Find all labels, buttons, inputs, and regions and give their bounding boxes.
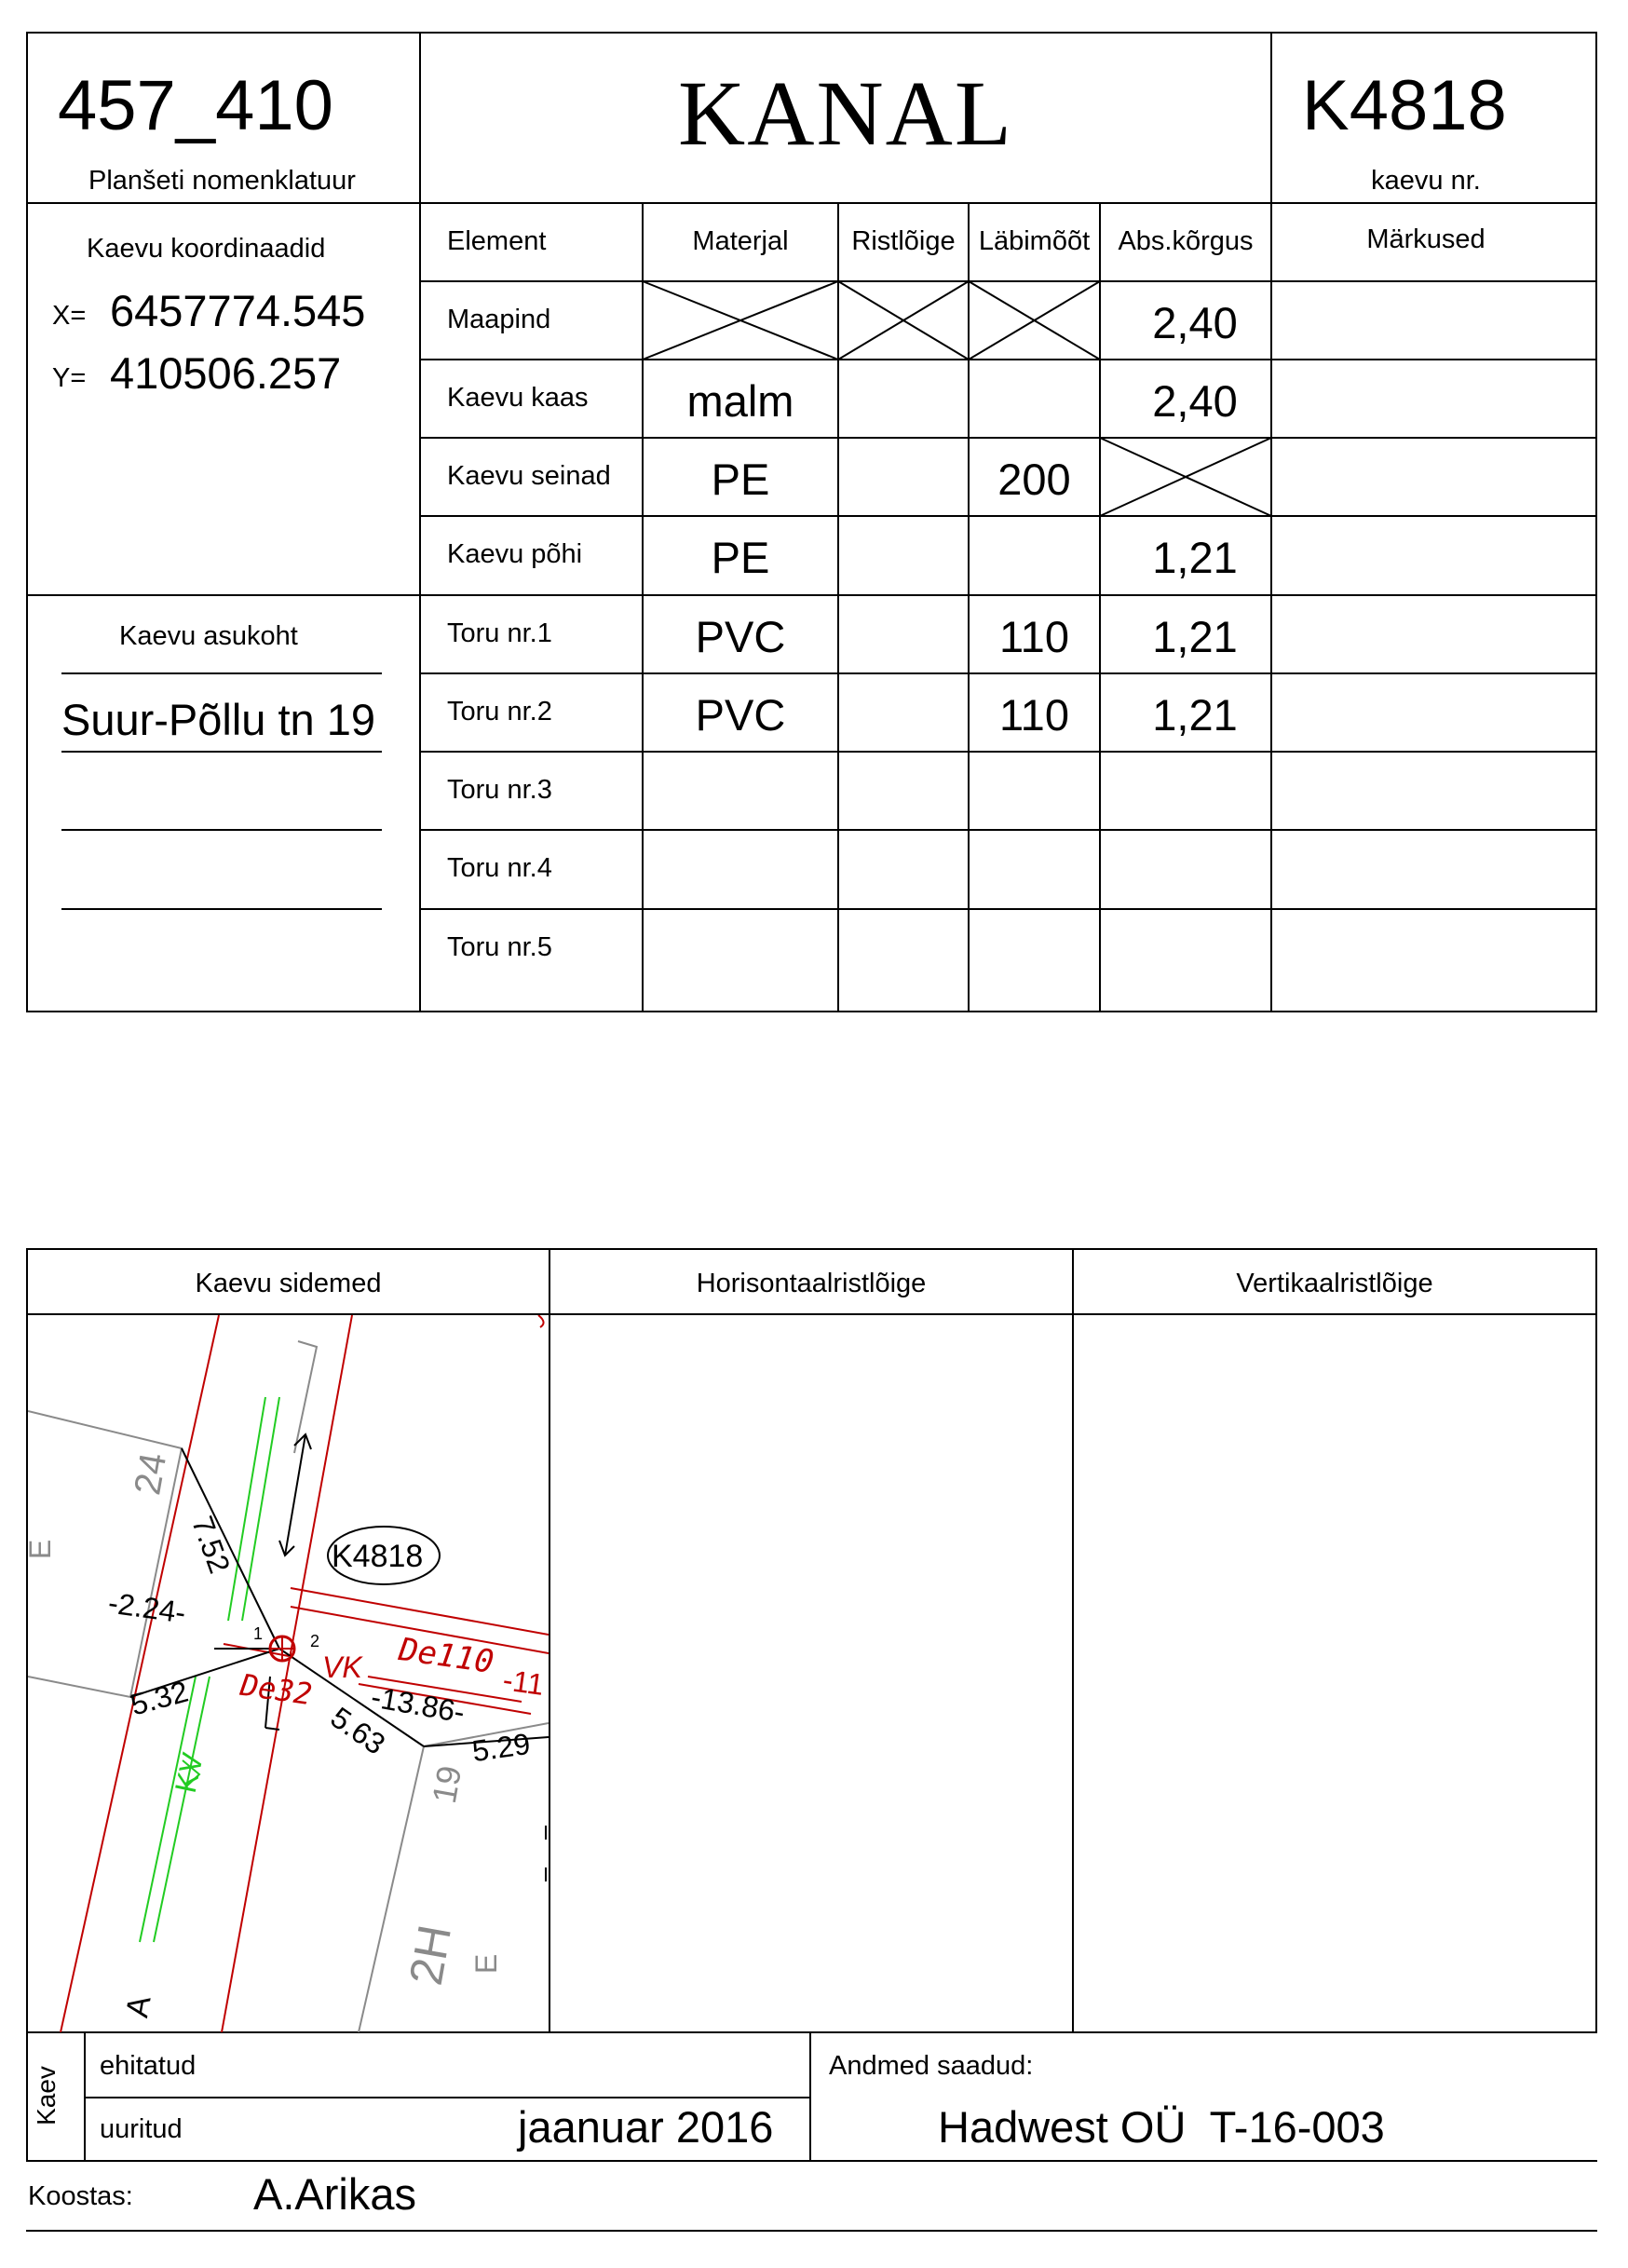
row-element: Toru nr.3 [447,775,552,805]
sketch-dim: -13.86- [368,1679,468,1730]
x-value: 6457774.545 [110,286,366,335]
col-header-elevation: Abs.kõrgus [1118,226,1254,256]
row-material: PVC [695,690,786,740]
sketch-point: 2 [310,1632,320,1650]
x-label: X= [52,301,87,331]
row-diameter: 110 [999,612,1069,661]
coordinates-heading: Kaevu koordinaadid [87,234,326,264]
sketch-dim: -11 [500,1663,547,1702]
row-element: Kaevu kaas [447,383,589,413]
location-line-1: Suur-Põllu tn 19 [61,695,376,744]
location-heading: Kaevu asukoht [119,621,298,651]
sketch-letter: E [469,1953,504,1975]
sketch-dim: -2.24- [105,1585,188,1630]
underline [61,829,382,831]
sketch-dim: 5.29 [469,1726,533,1769]
underline [61,908,382,910]
sheet-code-caption: Planšeti nomenklatuur [88,166,356,196]
row-elevation: 2,40 [1152,298,1238,347]
well-id: K4818 [1302,66,1507,145]
row-diameter: 110 [999,690,1069,740]
sketch-point: 1 [253,1624,264,1643]
row-diameter: 200 [997,455,1071,504]
row-elevation: 2,40 [1152,376,1238,426]
y-value: 410506.257 [110,348,342,398]
footer-side-label: Kaev [31,2066,61,2125]
row-element: Toru nr.4 [447,853,552,883]
col-header-element: Element [447,226,547,256]
sketch-pipe-label-small: De32 [237,1666,315,1713]
row-elevation: 1,21 [1152,690,1238,740]
row-material: malm [686,376,794,426]
col-header-diameter: Läbimõõt [978,226,1091,256]
sketch-well-label: K4818 [332,1539,424,1574]
page-title: KANAL [678,61,1013,165]
sketch-dim: 5.32 [127,1674,192,1722]
row-material: PVC [695,612,786,661]
row-element: Toru nr.2 [447,697,552,727]
survey-date: jaanuar 2016 [518,2102,774,2152]
sketch-dim: 7.52 [185,1511,237,1578]
sketch-letter: A [119,1992,158,2020]
sketch-letter: E [23,1539,58,1560]
author-value: A.Arikas [253,2169,416,2219]
y-label: Y= [52,363,87,393]
panel-vertical-heading: Vertikaalristlõige [1236,1269,1433,1298]
row-element: Maapind [447,305,551,334]
well-id-caption: kaevu nr. [1371,166,1481,196]
surveyed-label: uuritud [100,2114,183,2144]
row-element: Toru nr.1 [447,618,552,648]
row-elevation: 1,21 [1152,533,1238,582]
row-elevation: 1,21 [1152,612,1238,661]
col-header-notes: Märkused [1366,224,1486,254]
col-header-section: Ristlõige [851,226,956,256]
panel-links-heading: Kaevu sidemed [195,1269,382,1298]
row-element: Kaevu seinad [447,461,611,491]
sketch-pipe-label: De110 [396,1631,496,1681]
author-label: Koostas: [28,2181,133,2211]
sketch-dim: 5.63 [324,1700,392,1761]
row-element: Kaevu põhi [447,539,583,569]
source-value: Hadwest OÜ T-16-003 [938,2102,1385,2152]
underline [61,751,382,753]
panel-horizontal-heading: Horisontaalristlõige [696,1269,927,1298]
underline [61,672,382,674]
sketch-kv-label: KV [168,1749,210,1797]
sketch-parcel-number: 19 [424,1762,469,1807]
row-material: PE [711,533,770,582]
sketch-parcel-number: 24 [127,1449,175,1499]
sheet-code: 457_410 [58,66,333,145]
built-label: ehitatud [100,2051,197,2081]
source-label: Andmed saadud: [829,2051,1034,2081]
row-element: Toru nr.5 [447,932,552,962]
col-header-material: Materjal [692,226,789,256]
row-material: PE [711,455,770,504]
sketch-vk-label: VK [322,1650,362,1684]
sketch-parcel-number: 2H [399,1921,462,1990]
